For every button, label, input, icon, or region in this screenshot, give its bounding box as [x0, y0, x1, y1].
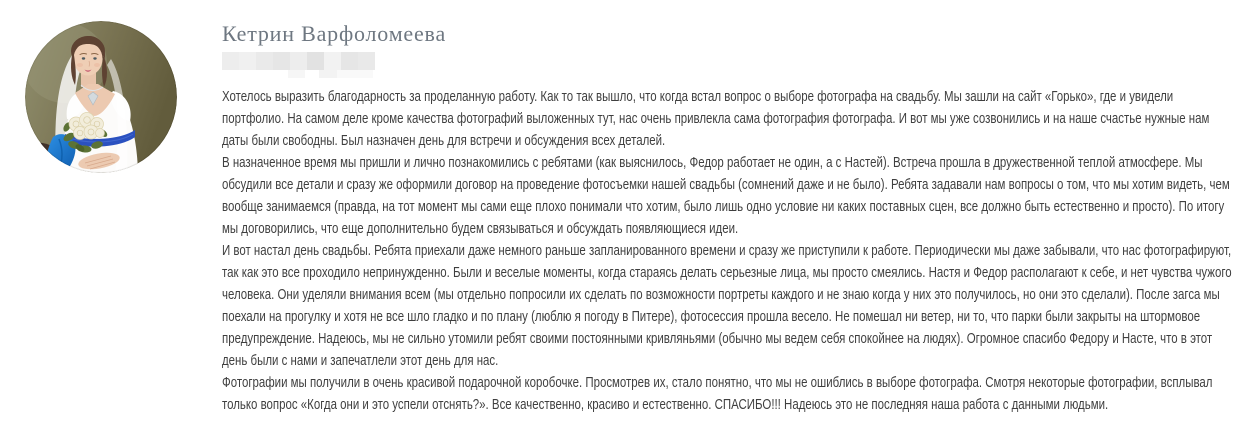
redaction-block: [222, 52, 239, 70]
redaction-block: [239, 52, 256, 70]
redaction-block: [307, 52, 324, 70]
redaction-row: [288, 70, 1238, 78]
review-paragraph-4: Фотографии мы получили в очень красивой подарочной коробочке. Просмотрев их, стало понятно, что мы не ошиблись в выборе фотографа. Смотря некоторые фотографии, всплывал только вопрос «Когда они и это успели отснять?». Все качественно, красиво и естественно. СПАСИБО!!! Надеюсь это не последняя наша работа с данными людьми.: [222, 374, 1213, 413]
review-paragraph-1: Хотелось выразить благодарность за проделанную работу. Как то так вышло, что когда встал вопрос о выборе фотографа на свадьбу. Мы зашли на сайт «Горько», где и увидели портфолио. На самом деле кроме качества фотографий выложенных тут, нас очень привлекла сама фотография фотографа. И вот мы уже созвонились и на наше счастье нужные нам даты были свободны. Был назначен день для встречи и обсуждения всех деталей.: [222, 88, 1210, 149]
redaction-block: [288, 70, 305, 78]
review-content: [222, 0, 1238, 416]
redaction-block: [337, 70, 373, 78]
redaction-block: [290, 52, 307, 70]
reviewer-name: Кетрин Варфоломеева: [222, 21, 447, 46]
redaction-block: [324, 52, 341, 70]
redaction-block: [319, 70, 337, 78]
review-paragraph-2: В назначенное время мы пришли и лично познакомились с ребятами (как выяснилось, Федор работает не один, а с Настей). Встреча прошла в дружественной теплой атмосфере. Мы обсудили все детали и сразу же оформили договор на проведение фотосъемки нашей свадьбы (сомнений даже и не было). Ребята задавали нам вопросы о том, что мы хотим видеть, чем вообще занимаемся (правда, на тот момент мы сами еще плохо понимали что хотим, было лишь одно условие ни каких поставных сцен, все должно быть естественно и просто). По итогу мы договорились, что еще дополнительно будем связываться и обсуждать появляющиеся идеи.: [222, 154, 1230, 237]
review-text: [222, 86, 1238, 416]
review-paragraph-3: И вот настал день свадьбы. Ребята приехали даже немного раньше запланированного времени и сразу же приступили к работе. Периодически мы даже забывали, что нас фотографируют, так как это все проходило непринужденно. Были и веселые моменты, когда стараясь делать серьезные лица, мы просто смеялись. Настя и Федор располагают к себе, и нет чувства чужого человека. Они уделяли внимания всем (мы отдельно попросили их сделать по возможности портреты каждого и не знаю когда у них это получилось, но они это сделали). После загса мы поехали на прогулку и хотя не все шло гладко и по плану (люблю я погоду в Питере), фотосессия прошла весело. Не помешал ни ветер, ни то, что парки были закрыты на штормовое предупреждение. Надеюсь, мы не сильно утомили ребят своими постоянными кривляньями (обычно мы ведем себя спокойнее на людях). Огромное спасибо Федору и Насте, что в этот день были с нами и запечатлели этот день для нас.: [222, 242, 1232, 369]
redaction-gap: [305, 70, 319, 78]
redacted-contact-info: [222, 52, 1238, 78]
redaction-block: [273, 52, 290, 70]
redaction-block: [341, 52, 358, 70]
redaction-block: [256, 52, 273, 70]
redaction-row: [222, 52, 1238, 70]
avatar: [25, 21, 177, 173]
bride-portrait-photo-icon: [25, 21, 177, 173]
redaction-block: [358, 52, 375, 70]
